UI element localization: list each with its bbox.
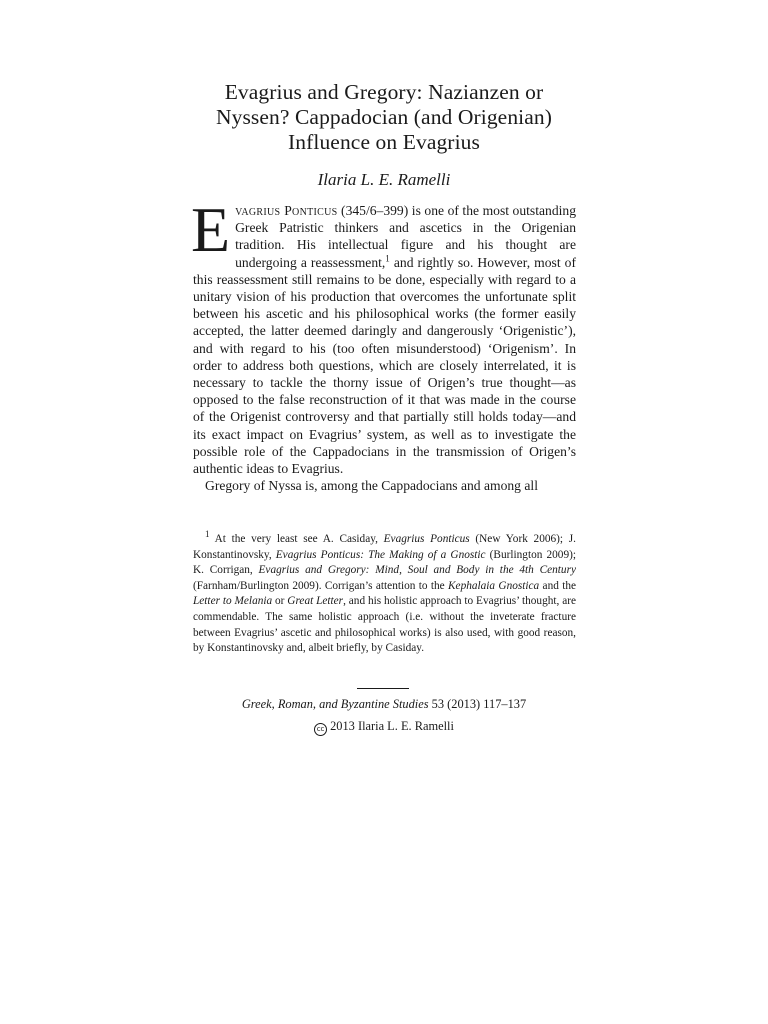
copyright-text: 2013 Ilaria L. E. Ramelli [330,719,454,733]
paragraph [191,194,576,477]
lead-small-caps: vagrius Ponticus [235,203,338,218]
paragraph-text: and rightly so. However, most of this reassessment still remains to be done, especially with regard to a unitary vision of his production that overcomes the unfortunate split between his ascetic and his philosophical works (the former easily accepted, the latter deemed daringly and dangerously ‘Origenistic’), and with regard to his (too often misunderstood) ‘Origenism’. In order to address both questions, which are closely interrelated, it is necessary to tackle the thorny issue of Origen’s true thought—as opposed to the false reconstruction of it that was made in the course of the Origenist controversy and that partially still holds today—and its exact impact on Evagrius’ system, as well as to investigate the possible role of the Cappadocians in the transmission of Origen’s authentic ideas to Evagrius. [193,254,576,477]
title-line: Nyssen? Cappadocian (and Origenian) [215,105,553,129]
journal-citation [160,696,608,712]
footnote-italic: Kephalaia Gnostica [448,579,540,592]
footnote-reference[interactable]: 1 [385,253,390,264]
footnote-italic: Great Letter [287,595,344,608]
author-name: Ilaria L. E. Ramelli [317,170,451,189]
journal-volume: 53 (2013) 117–137 [428,697,527,711]
title-line: Evagrius and Gregory: Nazianzen or [224,80,544,104]
body-text [191,194,576,494]
drop-cap: E [191,194,231,265]
footnote-text: , and his holistic approach to Evagrius’ thought, are commendable. The same holistic approach (i.e. without the inveterate fracture between Evagrius’ ascetic and philosophical works) is also used, with good reason, by Konstantinovsky and, albeit briefly, by Casiday. [193,595,576,655]
footnote-text: (Farnham/Burlington 2009). Corrigan’s attention to the [193,579,449,592]
footnote-text: (Burlington 2009); K. Corrigan, [193,548,576,577]
article-title [160,80,608,155]
footnote-text: (New York 2006); J. Konstantinovsky, [193,533,576,561]
footnote-text: At the very least see A. Casiday, [209,533,384,545]
title-line: Influence on Evagrius [288,130,480,154]
footnote [193,529,577,657]
footnote-italic: Letter to Melania [193,595,273,608]
journal-title: Greek, Roman, and Byzantine Studies [241,697,429,711]
creative-commons-icon: cc [314,723,327,736]
footnote-italic: Evagrius Ponticus [383,533,470,545]
paragraph-text: (345/6–399) is one of the most outstanding Greek Patristic thinkers and ascetics in the Origenian tradition. His intellectual figure and his thought are undergoing a reassessment, [235,203,576,270]
footnote-text: and the [539,579,577,592]
footnote-italic: Evagrius and Gregory: Mind, Soul and Body in the 4th Century [258,564,576,577]
copyright-line [160,718,608,736]
paragraph: Gregory of Nyssa is, among the Cappadocians and among all [205,478,538,494]
footnote-text: or [272,595,288,608]
footnote-italic: Evagrius Ponticus: The Making of a Gnostic [275,548,486,561]
divider [357,688,409,689]
footnote-number: 1 [205,529,210,540]
